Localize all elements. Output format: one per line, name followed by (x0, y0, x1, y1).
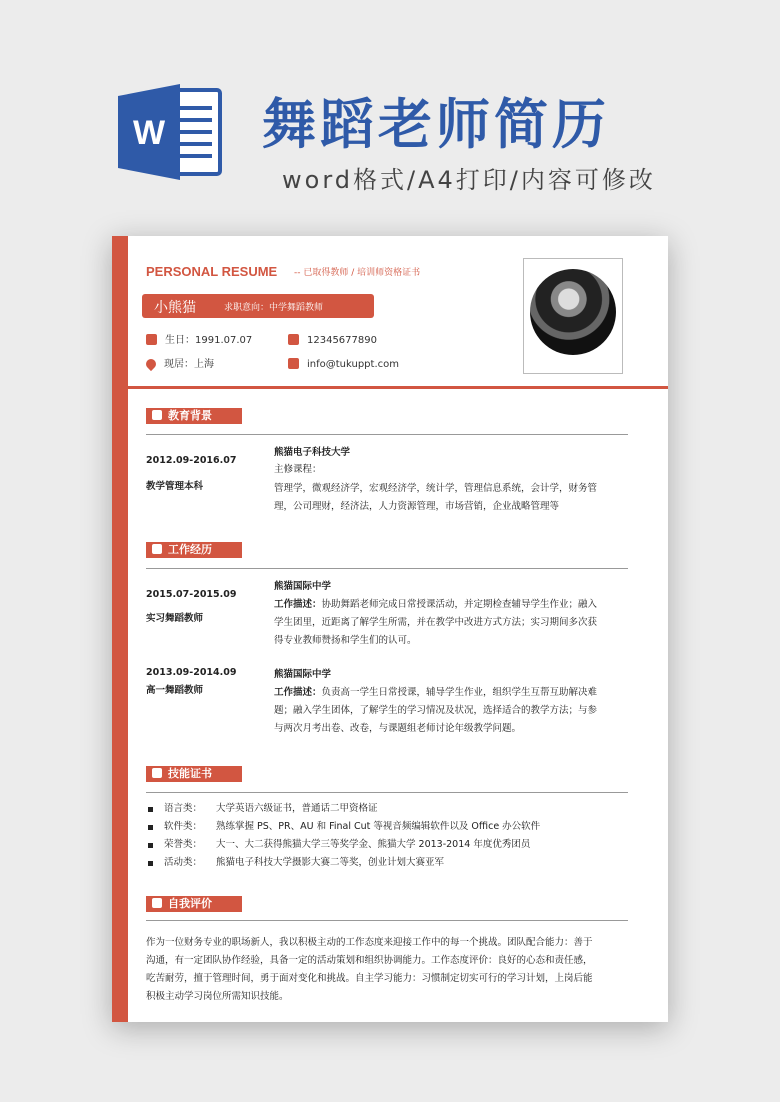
work-2-desc-line-1: 工作描述：负责高一学生日常授课，辅导学生作业，组织学生互帮互助解决难 (274, 687, 598, 698)
education-dates: 2012.09-2016.07 (146, 455, 237, 466)
work-1-org: 熊猫国际中学 (274, 581, 332, 592)
skill-item: 荣誉类： 大一、大二获得熊猫大学三等奖学金、熊猫大学 2013-2014 年度优秀团员 (146, 836, 626, 854)
name-bar (142, 294, 374, 318)
self-eval-line-3: 吃苦耐劳，擅于管理时间，勇于面对变化和挑战。自主学习能力：习惯制定切实可行的学习计划，上岗后能 (146, 973, 593, 984)
work-1-dates: 2015.07-2015.09 (146, 589, 237, 600)
word-document-icon (118, 82, 228, 182)
profile-photo (530, 269, 616, 355)
section-rule (146, 792, 628, 793)
section-skills-heading: 技能证书 (146, 766, 242, 782)
birth-info: 生日：1991.07.07 (146, 334, 252, 348)
word-letter: W (132, 114, 166, 152)
section-self-eval-heading: 自我评价 (146, 896, 242, 912)
bullet-icon (148, 807, 153, 812)
resume-page (112, 236, 668, 1022)
bullet-icon (148, 861, 153, 866)
work-2-desc-line-2: 题；融入学生团体，了解学生的学习情况及状况，选择适合的教学方法；与参 (274, 705, 598, 716)
skill-item: 活动类： 熊猫电子科技大学摄影大赛二等奖，创业计划大赛亚军 (146, 854, 626, 872)
section-rule (146, 568, 628, 569)
work-1-desc-line-3: 得专业教师赞扬和学生们的认可。 (274, 635, 417, 646)
self-eval-line-2: 沟通，有一定团队协作经验，具备一定的活动策划和组织协调能力。工作态度评价：良好的心态和责任感， (146, 955, 593, 966)
work-1-desc-line-1: 工作描述：协助舞蹈老师完成日常授课活动，并定期检查辅导学生作业；融入 (274, 599, 598, 610)
work-1-desc-line-2: 学生团里，近距离了解学生所需，并在教学中改进方式方法；实习期间多次获 (274, 617, 598, 628)
work-2-desc-line-3: 与两次月考出卷、改卷，与课题组老师讨论年级教学问题。 (274, 723, 522, 734)
skill-item: 软件类： 熟练掌握 PS、PR、AU 和 Final Cut 等视音频编辑软件以及 Office 办公软件 (146, 818, 626, 836)
banner-title: 舞蹈老师简历 (262, 93, 610, 156)
phone-icon (288, 334, 299, 345)
courses-line-1: 管理学，微观经济学，宏观经济学，统计学，管理信息系统，会计学，财务管 (274, 483, 598, 494)
tag-icon (152, 768, 162, 778)
candidate-name: 小熊猫 (154, 300, 196, 316)
bullet-icon (148, 843, 153, 848)
section-rule (146, 434, 628, 435)
self-eval-line-1: 作为一位财务专业的职场新人，我以积极主动的工作态度来迎接工作中的每一个挑战。团队配合能力：善于 (146, 937, 593, 948)
self-eval-line-4: 积极主动学习岗位所需知识技能。 (146, 991, 289, 1002)
personal-resume-label: PERSONAL RESUME (146, 264, 278, 279)
education-degree: 教学管理本科 (146, 481, 204, 492)
education-school: 熊猫电子科技大学 (274, 447, 351, 458)
job-objective: 求职意向：中学舞蹈教师 (224, 303, 324, 313)
phone-info: 12345677890 (288, 334, 377, 348)
certificate-tags: -- 已取得教师 / 培训师资格证书 (294, 268, 421, 278)
skill-item: 语言类： 大学英语六级证书，普通话二甲资格证 (146, 800, 626, 818)
work-2-org: 熊猫国际中学 (274, 669, 332, 680)
work-2-dates: 2013.09-2014.09 (146, 667, 237, 678)
courses-line-2: 理，公司理财，经济法，人力资源管理，市场营销，企业战略管理等 (274, 501, 560, 512)
banner-subtitle: word格式/A4打印/内容可修改 (282, 166, 656, 194)
skills-list (146, 800, 626, 872)
section-work-heading: 工作经历 (146, 542, 242, 558)
accent-side-bar (112, 236, 128, 1022)
calendar-icon (146, 334, 157, 345)
graduation-cap-icon (152, 410, 162, 420)
photo-frame (523, 258, 623, 374)
person-icon (152, 898, 162, 908)
header-divider (128, 386, 668, 389)
work-2-role: 高一舞蹈教师 (146, 685, 204, 696)
bullet-icon (148, 825, 153, 830)
courses-label: 主修课程： (274, 464, 322, 475)
location-pin-icon (144, 357, 158, 371)
work-1-role: 实习舞蹈教师 (146, 613, 204, 624)
section-education-heading: 教育背景 (146, 408, 242, 424)
residence-info: 现居：上海 (146, 358, 214, 372)
email-info: info@tukuppt.com (288, 358, 399, 372)
section-rule (146, 920, 628, 921)
mail-icon (288, 358, 299, 369)
bar-chart-icon (152, 544, 162, 554)
